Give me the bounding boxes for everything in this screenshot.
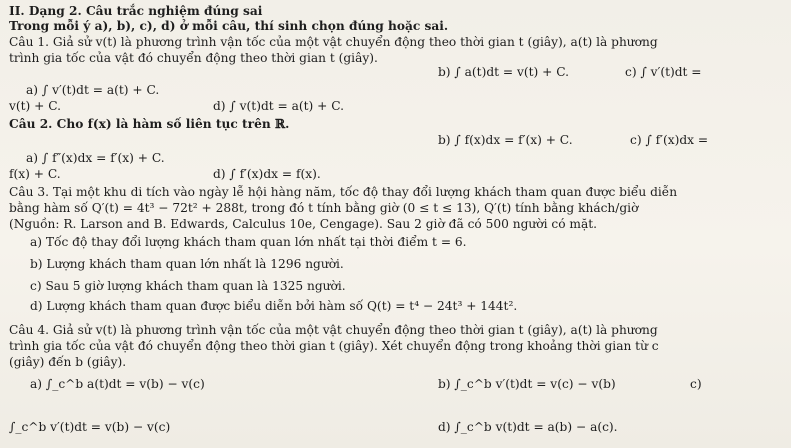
q3-option-a: a) Tốc độ thay đổi lượng khách tham quan lớn nhất tại thời điểm t = 6. (30, 235, 467, 249)
q3-line3: (Nguồn: R. Larson and B. Edwards, Calculus 10e, Cengage). Sau 2 giờ đã có 500 người có mặt. (9, 217, 598, 231)
q1-option-a: a) ∫ v′(t)dt = a(t) + C. (26, 83, 160, 97)
q2-option-d: d) ∫ f′(x)dx = f(x). (213, 167, 321, 181)
q3-option-b: b) Lượng khách tham quan lớn nhất là 1296 người. (30, 257, 344, 271)
q3-line1: Câu 3. Tại một khu di tích vào ngày lễ hội hàng năm, tốc độ thay đổi lượng khách tham quan được biểu diễn (9, 185, 678, 199)
instruction: Trong mỗi ý a), b), c), d) ở mỗi câu, thí sinh chọn đúng hoặc sai. (9, 19, 449, 33)
q2-option-b: b) ∫ f(x)dx = f′(x) + C. (438, 133, 573, 147)
q1-line2: trình gia tốc của vật đó chuyển động theo thời gian t (giây). (9, 51, 378, 65)
q1-option-c: c) ∫ v′(t)dt = (625, 65, 702, 79)
q4-option-b: b) ∫_c^b v′(t)dt = v(c) − v(b) (438, 377, 616, 391)
q4-option-a: a) ∫_c^b a(t)dt = v(b) − v(c) (30, 377, 205, 391)
q2-option-a: a) ∫ f″(x)dx = f′(x) + C. (26, 151, 165, 165)
q1-line1: Câu 1. Giả sử v(t) là phương trình vận tốc của một vật chuyển động theo thời gian t (giây), a(t) là phương (9, 35, 658, 49)
q4-line3: (giây) đến b (giây). (9, 355, 127, 369)
q1-option-c-cont: v(t) + C. (9, 99, 62, 113)
q2-stem: Câu 2. Cho f(x) là hàm số liên tục trên ℝ. (9, 117, 290, 131)
q2-option-c-cont: f(x) + C. (9, 167, 61, 181)
q4-option-c-cont: ∫_c^b v′(t)dt = v(b) − v(c) (9, 420, 171, 434)
q1-option-b: b) ∫ a(t)dt = v(t) + C. (438, 65, 570, 79)
q3-option-d: d) Lượng khách tham quan được biểu diễn bởi hàm số Q(t) = t⁴ − 24t³ + 144t². (30, 299, 518, 313)
q1-option-d: d) ∫ v(t)dt = a(t) + C. (213, 99, 345, 113)
section-title: II. Dạng 2. Câu trắc nghiệm đúng sai (9, 4, 263, 18)
q4-line2: trình gia tốc của vật đó chuyển động theo thời gian t (giây). Xét chuyển động trong khoảng thời gian từ c (9, 339, 659, 353)
q4-option-c: c) (690, 377, 702, 391)
q4-line1: Câu 4. Giả sử v(t) là phương trình vận tốc của một vật chuyển động theo thời gian t (giây), a(t) là phương (9, 323, 658, 337)
q3-option-c: c) Sau 5 giờ lượng khách tham quan là 1325 người. (30, 279, 346, 293)
q2-option-c: c) ∫ f′(x)dx = (630, 133, 709, 147)
q3-line2: bằng hàm số Q′(t) = 4t³ − 72t² + 288t, trong đó t tính bằng giờ (0 ≤ t ≤ 13), Q′(t) tính bằng khách/giờ (9, 201, 639, 215)
q4-option-d: d) ∫_c^b v(t)dt = a(b) − a(c). (438, 420, 618, 434)
